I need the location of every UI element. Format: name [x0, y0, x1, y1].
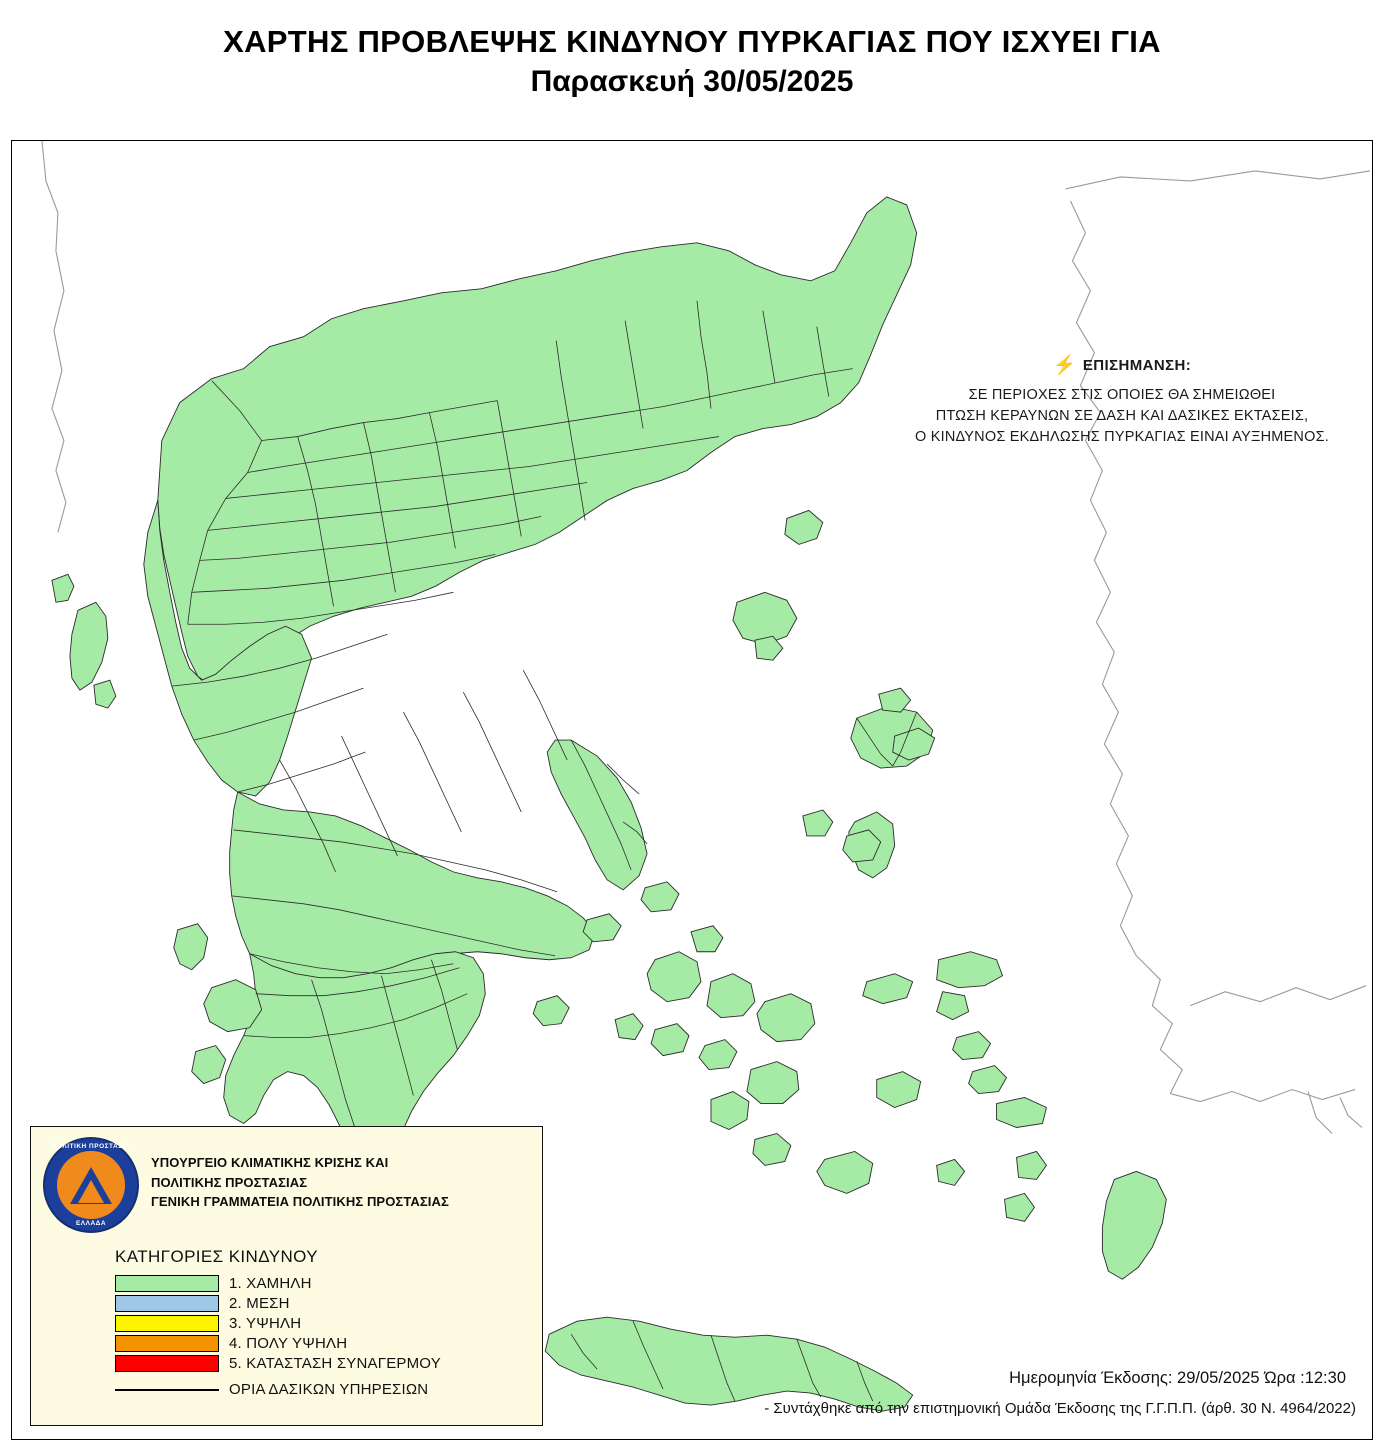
legend-item-boundary — [115, 1381, 530, 1398]
ministry-line-2: ΠΟΛΙΤΙΚΗΣ ΠΡΟΣΤΑΣΙΑΣ — [151, 1174, 308, 1190]
legend-swatch-very-high — [115, 1335, 219, 1352]
legend-swatch-medium — [115, 1295, 219, 1312]
legend-items — [115, 1275, 530, 1398]
legend-label-2: 2. ΜΕΣΗ — [229, 1295, 290, 1312]
credit-line: - Συντάχθηκε από την επιστημονική Ομάδα Έκδοσης της Γ.Γ.Π.Π. (άρθ. 30 Ν. 4964/2022) — [764, 1400, 1356, 1417]
ministry-line-1: ΥΠΟΥΡΓΕΙΟ ΚΛΙΜΑΤΙΚΗΣ ΚΡΙΣΗΣ ΚΑΙ — [151, 1155, 389, 1170]
legend-header — [43, 1137, 530, 1233]
map-frame — [11, 140, 1373, 1440]
legend-box — [30, 1126, 543, 1426]
title-line-2: Παρασκευή 30/05/2025 — [530, 64, 854, 98]
note-line-3: Ο ΚΙΝΔΥΝΟΣ ΕΚΔΗΛΩΣΗΣ ΠΥΡΚΑΓΙΑΣ ΕΙΝΑΙ ΑΥΞΗΜΕΝΟΣ. — [915, 429, 1329, 446]
legend-label-1: 1. ΧΑΜΗΛΗ — [229, 1275, 312, 1292]
ministry-line-3: ΓΕΝΙΚΗ ΓΡΑΜΜΑΤΕΙΑ ΠΟΛΙΤΙΚΗΣ ΠΡΟΣΤΑΣΙΑΣ — [151, 1194, 449, 1209]
logo-inner-circle — [57, 1151, 125, 1219]
legend-swatch-alarm — [115, 1355, 219, 1372]
legend-title: ΚΑΤΗΓΟΡΙΕΣ ΚΙΝΔΥΝΟΥ — [115, 1247, 318, 1266]
note-heading-row — [892, 356, 1352, 375]
legend-item-2 — [115, 1295, 530, 1312]
note-line-2: ΠΤΩΣΗ ΚΕΡΑΥΝΩΝ ΣΕ ΔΑΣΗ ΚΑΙ ΔΑΣΙΚΕΣ ΕΚΤΑΣΕΙΣ, — [935, 408, 1309, 425]
legend-label-3: 3. ΥΨΗΛΗ — [229, 1315, 302, 1332]
legend-item-4 — [115, 1335, 530, 1352]
legend-label-boundary: ΟΡΙΑ ΔΑΣΙΚΩΝ ΥΠΗΡΕΣΙΩΝ — [229, 1381, 429, 1398]
logo-triangle-icon — [70, 1167, 112, 1204]
issue-date: Ημερομηνία Έκδοσης: 29/05/2025 Ώρα :12:30 — [1009, 1369, 1346, 1387]
legend-label-5: 5. ΚΑΤΑΣΤΑΣΗ ΣΥΝΑΓΕΡΜΟΥ — [229, 1355, 441, 1372]
civil-protection-logo-icon — [43, 1137, 139, 1233]
logo-bottom-text: ΕΛΛΑΔΑ — [75, 1220, 107, 1227]
legend-swatch-high — [115, 1315, 219, 1332]
title-line-1: ΧΑΡΤΗΣ ΠΡΟΒΛΕΨΗΣ ΚΙΝΔΥΝΟΥ ΠΥΡΚΑΓΙΑΣ ΠΟΥ ΙΣΧΥΕΙ ΓΙΑ — [223, 24, 1161, 59]
note-line-1: ΣΕ ΠΕΡΙΟΧΕΣ ΣΤΙΣ ΟΠΟΙΕΣ ΘΑ ΣΗΜΕΙΩΘΕΙ — [968, 387, 1276, 403]
logo-top-text: ΠΟΛΙΤΙΚΗ ΠΡΟΣΤΑΣΙΑ — [51, 1143, 131, 1150]
note-heading: ΕΠΙΣΗΜΑΝΣΗ: — [1082, 357, 1192, 374]
note-block — [892, 356, 1352, 448]
ministry-name — [151, 1137, 449, 1212]
lightning-bolt-icon: ⚡ — [1052, 355, 1077, 376]
boundary-line-swatch — [115, 1389, 219, 1391]
footer-block — [526, 1369, 1356, 1417]
legend-item-5 — [115, 1355, 530, 1372]
legend-swatch-low — [115, 1275, 219, 1292]
legend-item-1 — [115, 1275, 530, 1292]
legend-item-3 — [115, 1315, 530, 1332]
page-title — [0, 0, 1384, 101]
legend-label-4: 4. ΠΟΛΥ ΥΨΗΛΗ — [229, 1335, 348, 1352]
note-lines — [892, 385, 1352, 448]
